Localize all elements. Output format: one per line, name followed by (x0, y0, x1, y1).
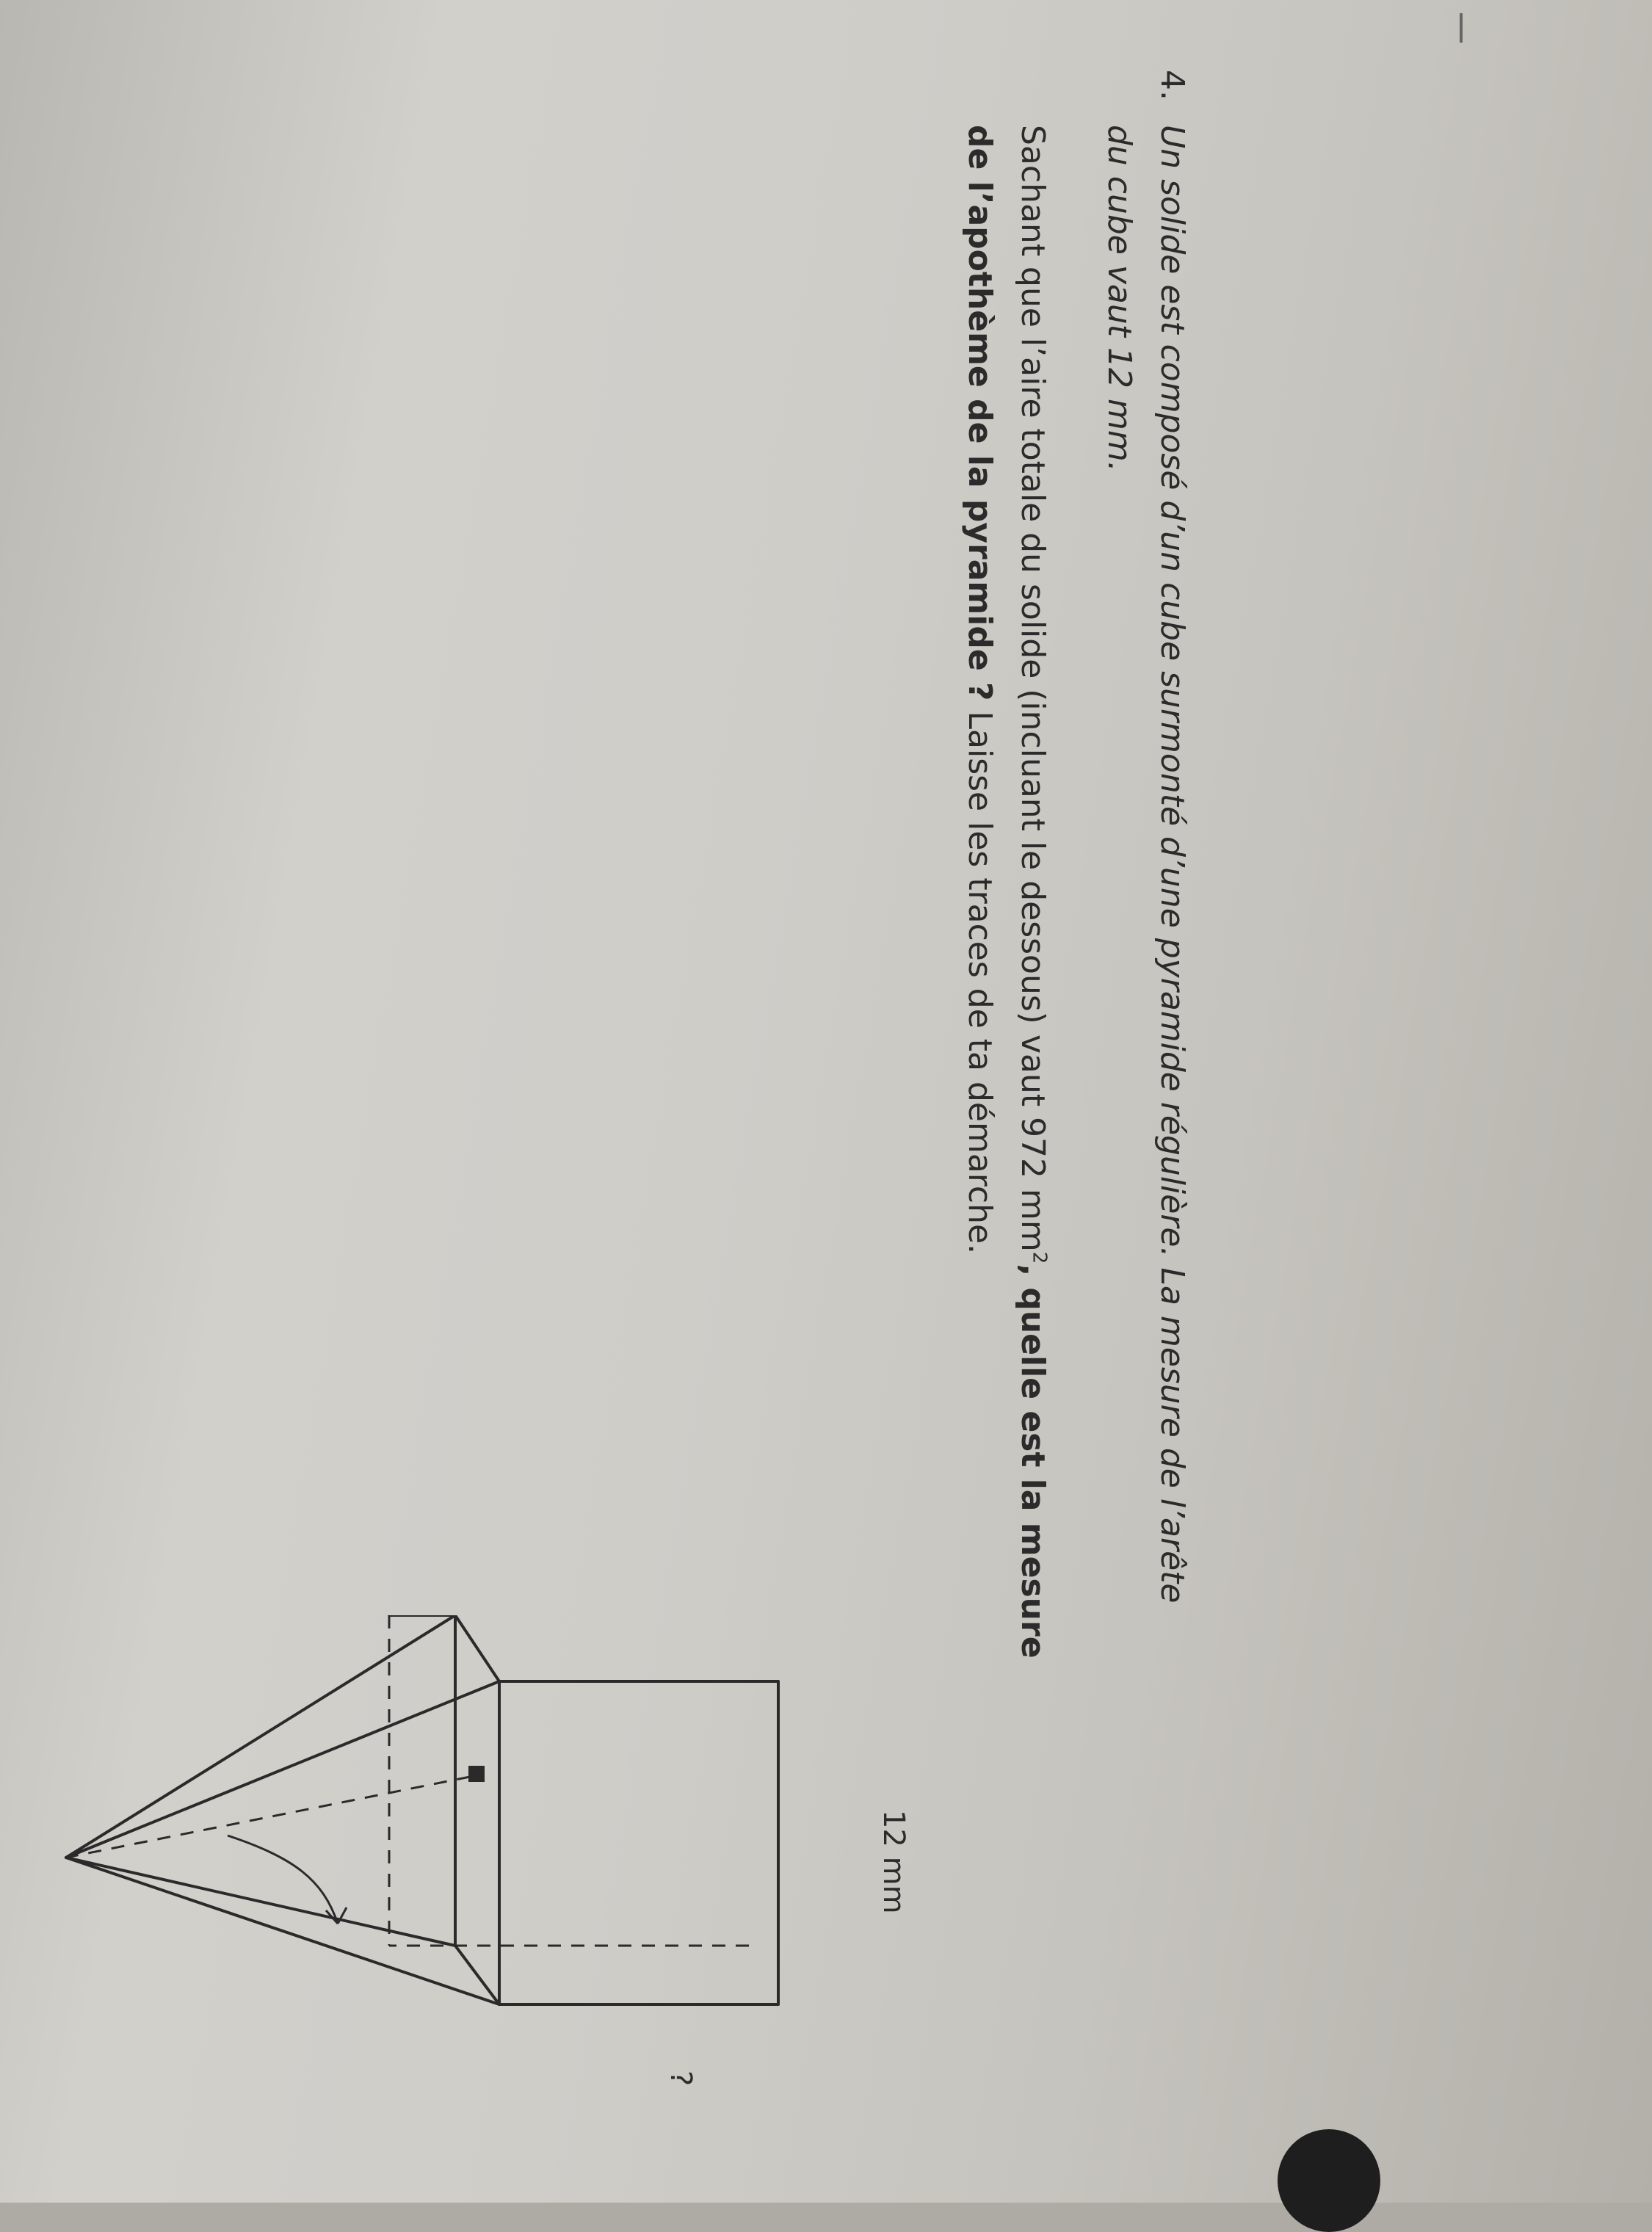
prompt-line1-end: , quelle est la mesure (1014, 1264, 1051, 1659)
apothem-dashed (66, 1777, 470, 1858)
cube-edge (455, 1615, 499, 1681)
solid-figure (0, 1615, 808, 2203)
apothem-arrow (228, 1836, 338, 1924)
apothem-unknown-label: ? (664, 2070, 698, 2087)
pyramid-edge (66, 1858, 499, 2004)
right-angle-mark (468, 1766, 485, 1782)
question-number: 4. (1153, 70, 1191, 101)
prompt-line2-rest: Laisse les traces de ta démarche. (961, 700, 999, 1255)
prompt-line2-bold: de l’apothème de la pyramide ? (961, 125, 999, 701)
pyramid-edge (66, 1615, 455, 1858)
edge-length-label: 12 mm (877, 1810, 910, 1914)
pyramid-edge (66, 1858, 455, 1946)
pyramid-edge (66, 1681, 499, 1858)
exponent: 2 (1028, 1251, 1051, 1264)
question-text-line2: du cube vaut 12 mm. (1101, 125, 1138, 472)
question-text-line1: Un solide est composé d’un cube surmonté d’une pyramide régulière. La mesure de l’arête (1153, 125, 1191, 1604)
prompt-line2 (961, 125, 999, 1254)
prompt-line1-start: Sachant que l’aire totale du solide (incluant le dessous) vaut 972 mm (1014, 125, 1051, 1252)
cube-front-face (499, 1681, 778, 2004)
prompt-line1 (1014, 125, 1051, 1659)
